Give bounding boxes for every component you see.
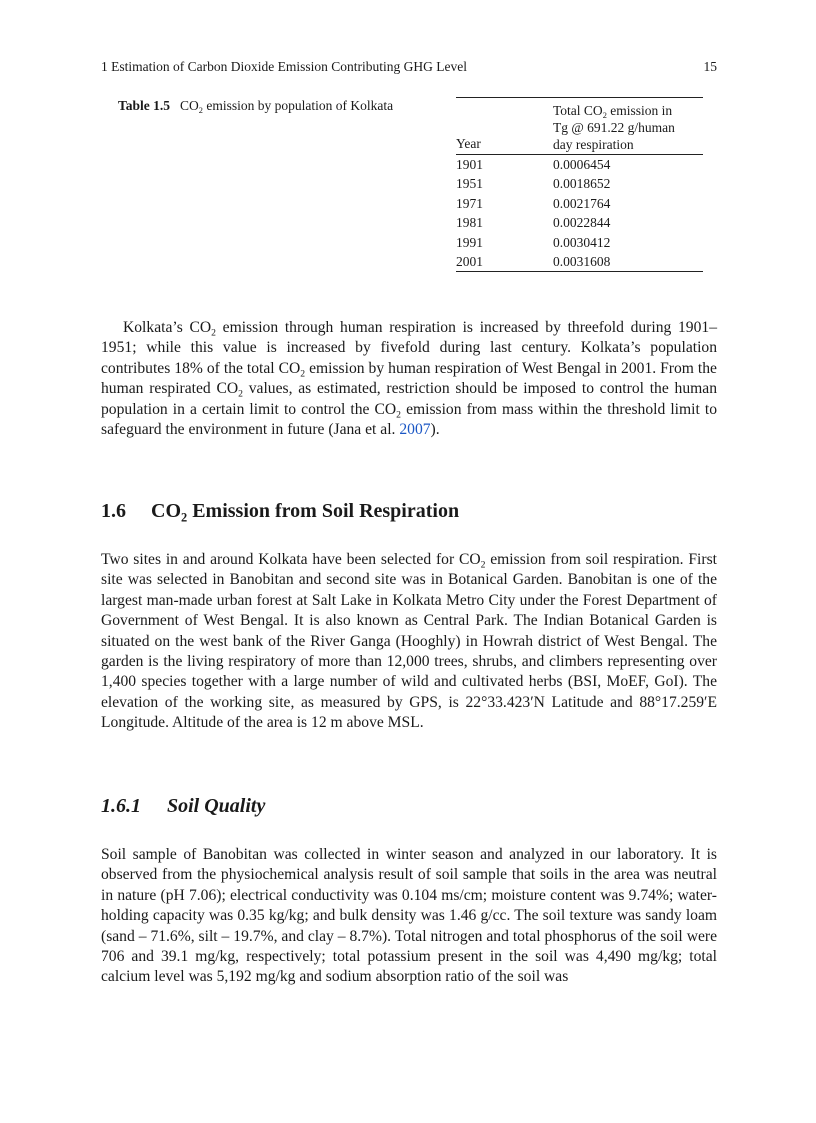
table-caption: Table 1.5 $CO_2$ emission by population of Kolkata: [118, 98, 394, 115]
table-row: [456, 194, 703, 213]
emission-table: [456, 97, 703, 272]
year-cell: 1971: [456, 195, 483, 211]
emission-value-cell: 0.0021764: [553, 195, 611, 211]
paragraph-soil-quality: Soil sample of Banobitan was collected in winter season and analyzed in our laboratory. It is observed from the physiochemical analysis result of soil sample that soils in the area was neutral in nature (pH 7.06); electrical conductivity was 0.104 ms/cm; moisture content was 9.74%; water-holding capacity was 0.35 kg/kg; and bulk density was 1.46 g/cc. The soil texture was sandy loam (sand – 71.6%, silt – 19.7%, and clay – 8.7%). Total nitrogen and total phosphorus of the soil were 706 and 39.1 mg/kg, respectively; total potassium present in the soil was 4,490 mg/kg; total calcium level was 5,192 mg/kg and sodium absorption ratio of the soil was: [101, 846, 717, 986]
section-heading: 1.6 $CO_2$ Emission from Soil Respiration: [101, 500, 460, 525]
chapter-title: 1 Estimation of Carbon Dioxide Emission Contributing GHG Level: [101, 59, 467, 74]
year-column-header: Year: [456, 98, 553, 155]
table-row: [456, 213, 703, 232]
citation-link[interactable]: 2007: [399, 421, 431, 439]
subsection-heading: [101, 795, 265, 818]
paragraph-sites: Two sites in and around Kolkata have been selected for $CO_2$ emission from soil respiration. First site was selected in Banobitan and second site was in Botanical Garden. Banobitan is one of the largest man-made urban forest at Salt Lake in Kolkata Metro City under the Forest Department of Government of West Bengal. It is also known as Central Park. The Indian Botanical Garden is situated on the west bank of the River Ganga (Hooghly) in Howrah district of West Bengal. The garden is the living respiratory of more than 12,000 trees, shrubs, and climbers representing over 1,400 species together with a large number of wild and cultivated herbs (BSI, MoEF, GoI). The elevation of the working site, as measured by GPS, is 22°33.423′N Latitude and 88°17.259′E Longitude. Altitude of the area is 12 m above MSL.: [101, 551, 717, 732]
year-cell: 2001: [456, 254, 483, 270]
year-cell: 1901: [456, 157, 483, 172]
emission-column-header: Total $CO_2$ emission in Tg @ 691.22 g/human day respiration: [553, 98, 703, 155]
subsection-number: 1.6.1: [101, 795, 141, 817]
paragraph-kolkata-emission: Kolkata’s $CO_2$ emission through human respiration is increased by threefold during 1901–1951; while this value is increased by fivefold during last century. Kolkata’s population contributes 18% of the total $CO_2$ emission by human respiration of West Bengal in 2001. From the human respirated $CO_2$ values, as estimated, restriction should be imposed to control the human population in a certain limit to control the $CO_2$ emission from mass within the threshold limit to safeguard the environment in future (Jana et al. 2007).: [101, 319, 717, 439]
emission-value-cell: 0.0031608: [553, 254, 611, 270]
table-header-row: [456, 98, 703, 155]
year-cell: 1981: [456, 215, 483, 231]
running-header: [101, 58, 717, 76]
table-row: [456, 233, 703, 252]
table-row: [456, 252, 703, 271]
page-number: 15: [703, 59, 717, 74]
emission-value-cell: 0.0022844: [553, 215, 611, 231]
section-number: 1.6: [101, 500, 126, 522]
table-row: [456, 155, 703, 175]
table-row: [456, 174, 703, 193]
emission-value-cell: 0.0006454: [553, 157, 611, 172]
emission-value-cell: 0.0018652: [553, 176, 611, 192]
year-cell: 1991: [456, 234, 483, 250]
year-cell: 1951: [456, 176, 483, 192]
table-label: Table 1.5: [118, 98, 171, 113]
emission-value-cell: 0.0030412: [553, 234, 611, 250]
subsection-title: Soil Quality: [167, 795, 266, 817]
